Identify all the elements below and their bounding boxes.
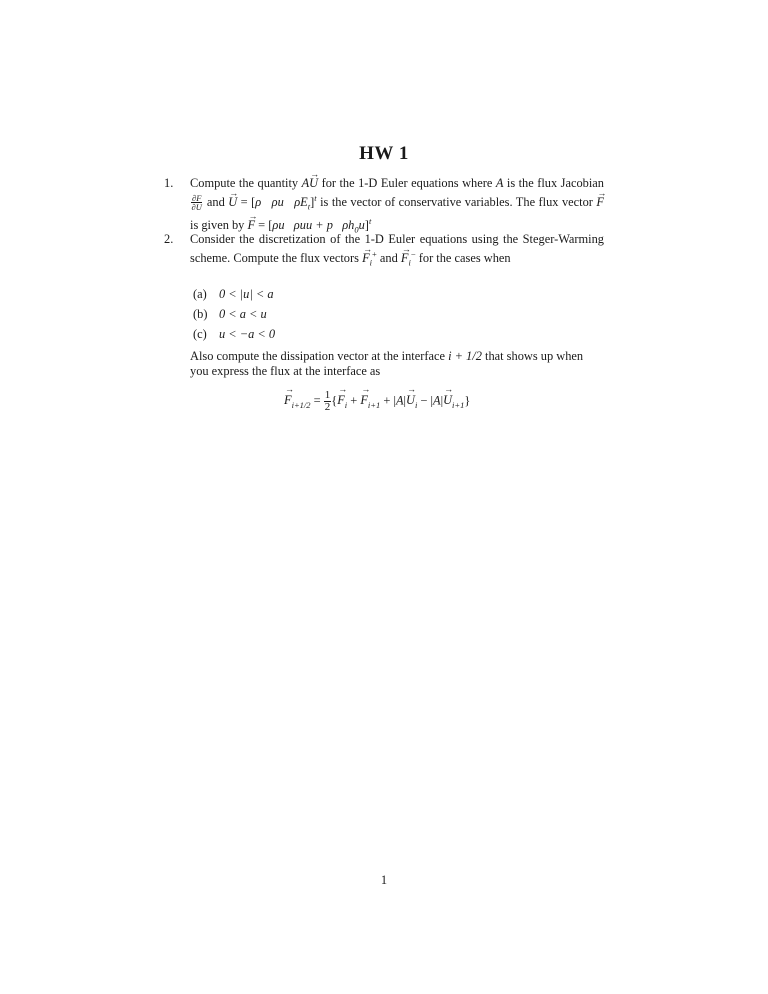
- math-subscript: i+1: [452, 399, 465, 410]
- math-subscript: i: [414, 399, 418, 410]
- math-subscript: i+1/2: [291, 399, 311, 410]
- text-segment: = [: [237, 194, 256, 209]
- problem-1: [164, 176, 604, 237]
- math-vector-F-minus: → F: [401, 251, 409, 266]
- math-vector-F-plus: → F: [362, 251, 370, 266]
- followup-paragraph: [190, 349, 604, 378]
- case-label: (c): [193, 327, 207, 341]
- case-item-c: [193, 324, 275, 344]
- case-list: [193, 284, 275, 344]
- case-condition: u < −a < 0: [219, 327, 276, 341]
- case-item-a: [193, 284, 275, 304]
- problem-number: 1.: [164, 176, 174, 190]
- text-segment: ]: [364, 217, 369, 232]
- case-label: (a): [193, 287, 207, 301]
- case-item-b: [193, 304, 275, 324]
- math-vector-F: → F: [247, 218, 255, 233]
- problem-text: [190, 232, 604, 270]
- text-segment: is the vector of conservative variables. The flux vector: [316, 194, 597, 209]
- math-transpose: t: [368, 215, 372, 226]
- text-segment: and: [203, 194, 229, 209]
- math-jacobian-fraction: $\frac{\partial F}{\partial U}$: [191, 193, 202, 213]
- math-vector-F: → F: [337, 393, 345, 408]
- math-U-components: ρ ρu $\rho E_t$: [255, 194, 311, 212]
- math-superscript: −: [410, 248, 416, 259]
- problem-text: [190, 176, 604, 237]
- math-subscript: i: [369, 257, 373, 268]
- math-vector-U: → U: [228, 195, 237, 210]
- math-vector-F: → F: [284, 393, 292, 408]
- case-condition: 0 < a < u: [219, 307, 267, 321]
- case-condition: 0 < |u| < a: [219, 287, 274, 301]
- math-A: A: [495, 176, 504, 190]
- math-vector-F: → F: [360, 393, 368, 408]
- text-segment: ]: [310, 194, 315, 209]
- math-A: A: [301, 176, 310, 190]
- text-segment: for the cases when: [415, 250, 511, 265]
- page-number: 1: [380, 873, 388, 887]
- text-segment: for the 1-D Euler equations where: [318, 176, 496, 190]
- page-title: HW 1: [359, 143, 409, 164]
- problem-2: [164, 232, 604, 270]
- math-vector-F: → F: [596, 195, 604, 210]
- text-segment: is the flux Jacobian: [503, 176, 604, 190]
- text-segment: that shows up when you express the flux at the interface as: [190, 349, 584, 378]
- case-label: (b): [193, 307, 208, 321]
- text-segment: Consider the discretization of the 1-D Euler equations using the Steger-Warming scheme. Compute the flux vectors: [190, 232, 604, 265]
- math-F-components: ρu ρuu + p $\rho h_0u$: [272, 217, 365, 235]
- text-segment: is given by: [190, 217, 248, 232]
- flux-equation: → $F_{i+1/2}$ = $\frac{1}{2}$ {→ $F_i$ + → $F_{i+1} + |A|\to U_i - |A|\to U_{i+1}$}: [284, 390, 470, 413]
- math-subscript: i: [344, 399, 348, 410]
- text-segment: and: [376, 250, 401, 265]
- math-vector-U: → U: [443, 393, 452, 408]
- math-vector-U: → U: [406, 393, 415, 408]
- math-vector-U: → U: [309, 176, 318, 191]
- math-subscript: i: [408, 257, 411, 268]
- math-transpose: t: [314, 192, 317, 203]
- text-segment: Also compute the dissipation vector at the interface: [190, 349, 449, 363]
- math-half-fraction: $\frac{1}{2}$: [324, 389, 331, 413]
- text-segment: Compute the quantity: [190, 176, 302, 190]
- problem-number: 2.: [164, 232, 174, 246]
- math-superscript: +: [372, 248, 377, 259]
- math-subscript: i+1: [367, 399, 381, 410]
- text-segment: = [: [255, 217, 273, 232]
- math-interface-index: i + 1/2: [448, 349, 482, 363]
